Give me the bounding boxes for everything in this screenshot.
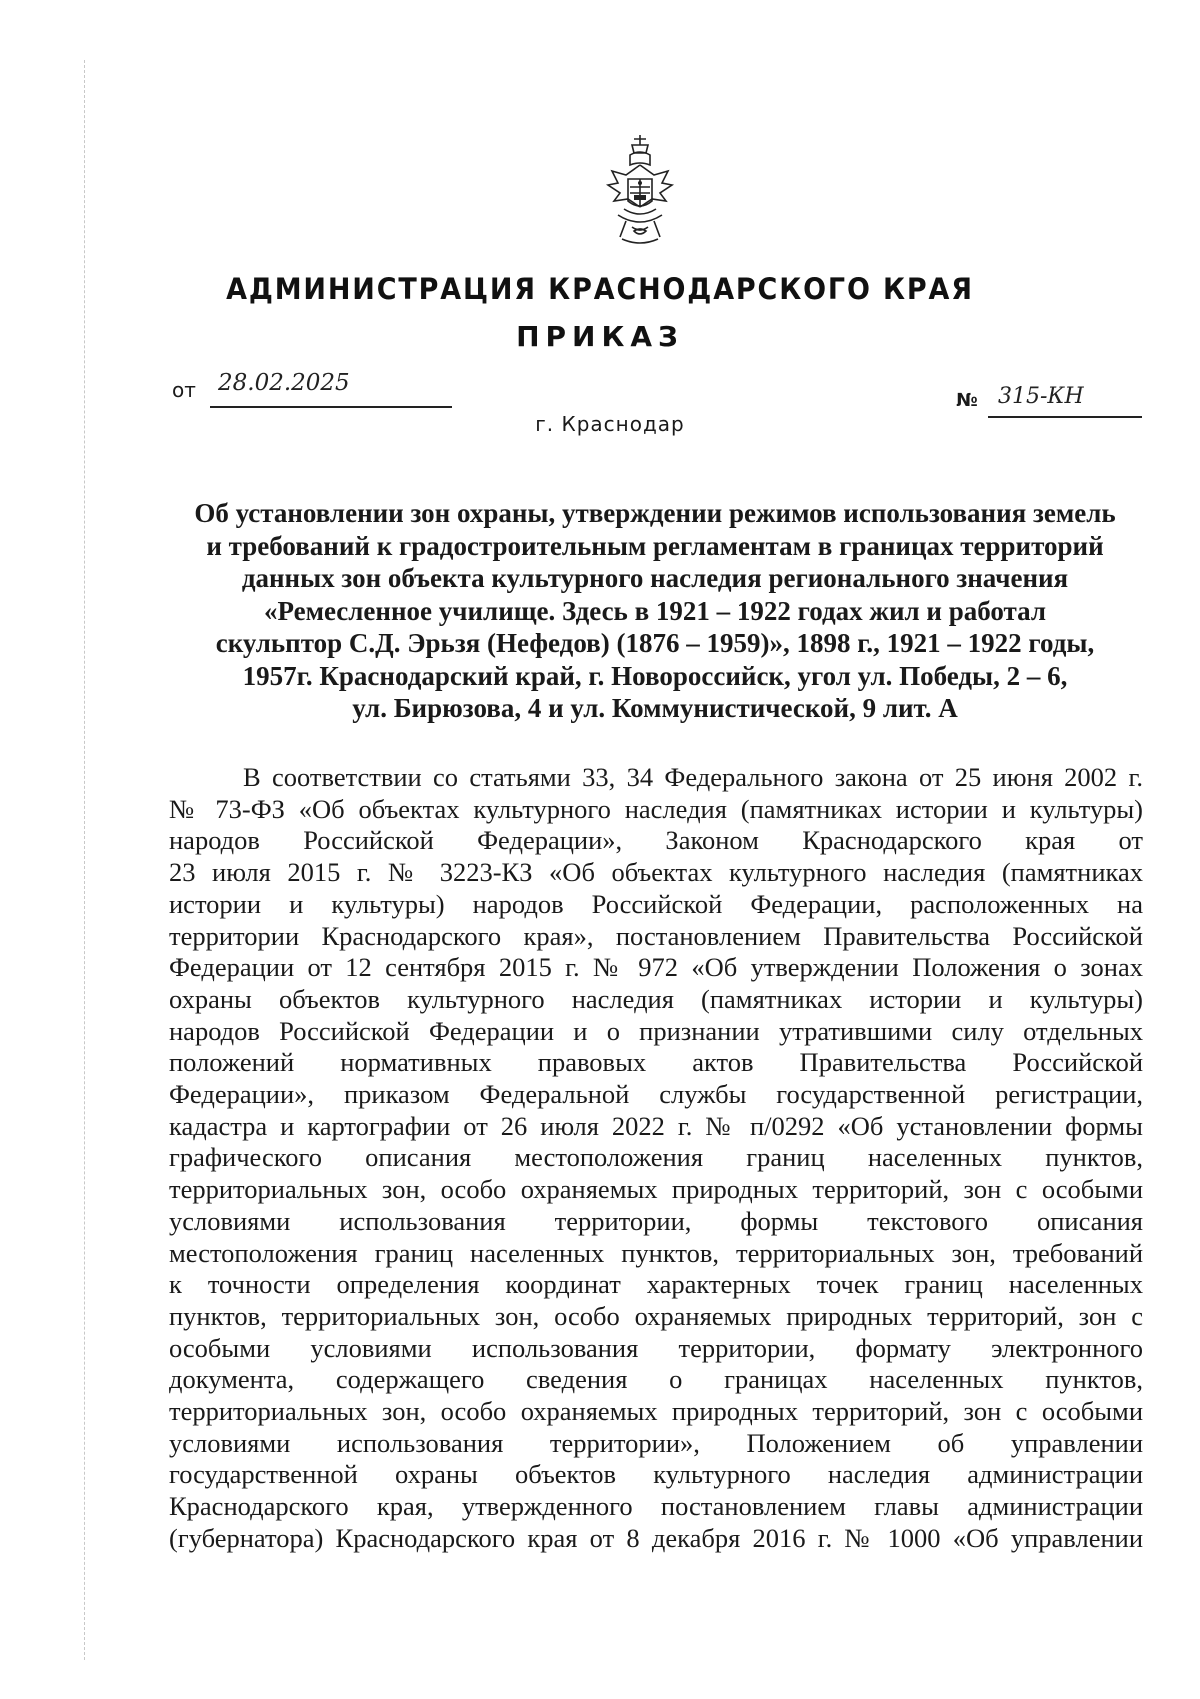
body-line: 23 июля 2015 г. № 3223-КЗ «Об объектах культурного наследия (памятниках <box>169 857 1143 888</box>
body-line: условиями использования территории», Положением об управлении <box>169 1427 1143 1458</box>
body-line: территории Краснодарского края», постановлением Правительства Российской <box>169 920 1143 951</box>
city-name: г. Краснодар <box>535 412 685 436</box>
number-prefix: № <box>956 390 978 411</box>
body-line: Федерации», приказом Федеральной службы государственной регистрации, <box>169 1079 1143 1110</box>
coat-of-arms-icon <box>604 135 676 247</box>
body-line: территориальных зон, особо охраняемых природных территорий, зон с особыми <box>169 1396 1143 1427</box>
body-line: к точности определения координат характерных точек границ населенных <box>169 1269 1143 1300</box>
title-line: и требований к градостроительным регламентам в границах территорий <box>206 530 1104 561</box>
body-line: Краснодарского края, утвержденного постановлением главы администрации <box>169 1491 1143 1522</box>
title-line: «Ремесленное училище. Здесь в 1921 – 1922 годах жил и работал <box>263 595 1047 626</box>
body-line: истории и культуры) народов Российской Федерации, расположенных на <box>169 888 1143 919</box>
date-value: 28.02.2025 <box>210 370 452 408</box>
body-line: территориальных зон, особо охраняемых природных территорий, зон с особыми <box>169 1174 1143 1205</box>
date-prefix: от <box>172 378 196 402</box>
title-line: ул. Бирюзова, 4 и ул. Коммунистической, 9 лит. А <box>352 693 958 723</box>
body-line: (губернатора) Краснодарского края от 8 декабря 2016 г. № 1000 «Об управлении <box>169 1522 1143 1553</box>
date-field <box>172 370 462 410</box>
body-line: пунктов, территориальных зон, особо охраняемых природных территорий, зон с <box>169 1300 1143 1331</box>
body-line: охраны объектов культурного наследия (памятниках истории и культуры) <box>169 983 1143 1014</box>
body-line: графического описания местоположения границ населенных пунктов, <box>169 1142 1143 1173</box>
title-line: Об установлении зон охраны, утверждении режимов использования земель <box>194 498 1116 528</box>
body-line: № 73-ФЗ «Об объектах культурного наследия (памятниках истории и культуры) <box>169 793 1143 824</box>
title-line: скульптор С.Д. Эрьзя (Нефедов) (1876 – 1959)», 1898 г., 1921 – 1922 годы, <box>215 628 1095 658</box>
body-line: кадастра и картографии от 26 июля 2022 г. № п/0292 «Об установлении формы <box>169 1110 1143 1141</box>
body-line: условиями использования территории, формы текстового описания <box>169 1205 1143 1236</box>
body-line: народов Российской Федерации», Законом Краснодарского края от <box>169 825 1143 856</box>
body-line: особыми условиями использования территории, формату электронного <box>169 1332 1143 1363</box>
number-value: 315-КН <box>988 384 1142 418</box>
document-title <box>160 497 1150 725</box>
title-line: 1957г. Краснодарский край, г. Новороссийск, угол ул. Победы, 2 – 6, <box>242 660 1068 691</box>
body-line: документа, содержащего сведения о границах населенных пунктов, <box>169 1364 1143 1395</box>
body-line: народов Российской Федерации и о признании утратившими силу отдельных <box>169 1015 1143 1046</box>
organization-name: АДМИНИСТРАЦИЯ КРАСНОДАРСКОГО КРАЯ <box>226 272 974 306</box>
document-type: ПРИКАЗ <box>516 320 684 353</box>
body-line: Федерации от 12 сентября 2015 г. № 972 «Об утверждении Положения о зонах <box>169 952 1143 983</box>
document-body <box>169 762 1143 1555</box>
body-line: В соответствии со статьями 33, 34 Федерального закона от 25 июня 2002 г. <box>243 762 1143 792</box>
title-line: данных зон объекта культурного наследия регионального значения <box>241 563 1069 593</box>
body-line: местоположения границ населенных пунктов, территориальных зон, требований <box>169 1237 1143 1268</box>
body-line: положений нормативных правовых актов Правительства Российской <box>169 1047 1143 1078</box>
body-line: государственной охраны объектов культурного наследия администрации <box>169 1459 1143 1490</box>
